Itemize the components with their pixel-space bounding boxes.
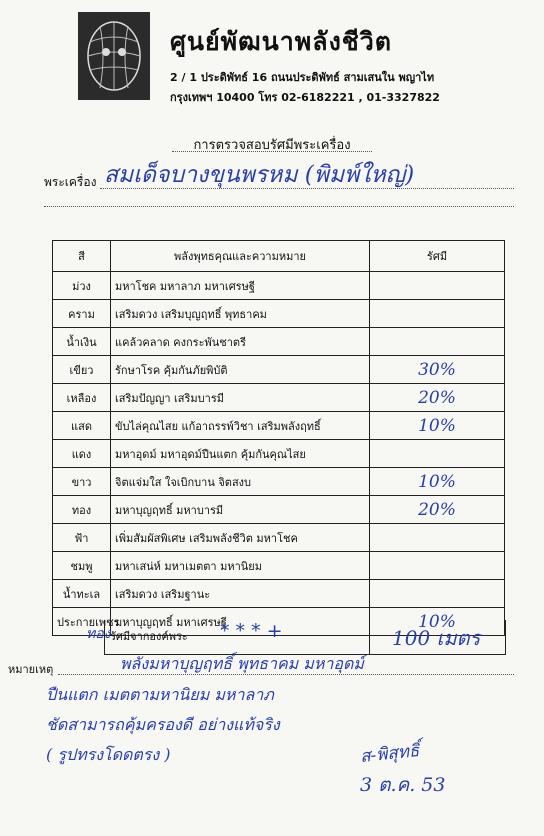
row-meaning: เพิ่มสัมผัสพิเศษ เสริมพลังชีวิต มหาโชค: [111, 524, 370, 552]
table-row: [53, 412, 505, 440]
row-value: [370, 272, 505, 300]
row-value: 10%: [370, 468, 505, 496]
row-color: น้ำทะเล: [53, 580, 111, 608]
table-row: [53, 524, 505, 552]
note-line: พลังมหาบุญฤทธิ์ พุทธาคม มหาอุดม์: [120, 654, 364, 673]
row-meaning: มหาบุญฤทธิ์ มหาบารมี: [111, 496, 370, 524]
table-row: [53, 468, 505, 496]
table-row: [53, 384, 505, 412]
row-meaning: รักษาโรค คุ้มกันภัยพิบัติ: [111, 356, 370, 384]
amulet-dotline: [100, 188, 514, 189]
signature-date: 3 ต.ค. 53: [360, 774, 446, 796]
total-mark: * * * +: [220, 620, 283, 642]
row-color: ม่วง: [53, 272, 111, 300]
row-color: น้ำเงิน: [53, 328, 111, 356]
row-value: 10%: [370, 608, 505, 636]
header-meaning: พลังพุทธคุณและความหมาย: [111, 241, 370, 272]
row-meaning: มหาอุดม์ มหาอุดม์ปืนแตก คุ้มกันคุณไสย: [111, 440, 370, 468]
row-color: ประกายเพชร: [53, 608, 111, 636]
note-line: ( รูปทรงโดดตรง ): [46, 745, 171, 764]
table-row: [53, 272, 505, 300]
row-value: [370, 328, 505, 356]
address-line-2: กรุงเทพฯ 10400 โทร 02-6182221 , 01-3327822: [170, 91, 440, 104]
row-color: ทอง: [53, 496, 111, 524]
row-color: เขียว: [53, 356, 111, 384]
table-row: [53, 552, 505, 580]
row-color: คราม: [53, 300, 111, 328]
row-color: ฟ้า: [53, 524, 111, 552]
table-row: [53, 356, 505, 384]
signature: ส-พิสุทธิ์: [359, 740, 421, 768]
row-value: 10%: [370, 412, 505, 440]
row-color: เหลือง: [53, 384, 111, 412]
table-row: [53, 300, 505, 328]
row-color: แดง: [53, 440, 111, 468]
row-value: [370, 524, 505, 552]
total-value: 100 เมตร: [392, 626, 481, 650]
table-header-row: [53, 241, 505, 272]
table-row: [53, 496, 505, 524]
row-value: [370, 580, 505, 608]
total-prefix: ทอง: [86, 626, 111, 642]
title-underline: [172, 151, 372, 152]
note-line: ปืนแตก เมตตามหานิยม มหาลาภ: [46, 685, 274, 704]
row-value: 20%: [370, 384, 505, 412]
amulet-dotline-2: [44, 206, 514, 207]
row-value: [370, 440, 505, 468]
aura-table: [52, 240, 505, 636]
table-row: [53, 440, 505, 468]
row-value: 30%: [370, 356, 505, 384]
row-meaning: เสริมปัญญา เสริมบารมี: [111, 384, 370, 412]
row-value: [370, 300, 505, 328]
row-meaning: มหาบุญฤทธิ์ มหาเศรษฐี: [111, 608, 370, 636]
header-aura: รัศมี: [370, 241, 505, 272]
row-color: ขาว: [53, 468, 111, 496]
row-color: แสด: [53, 412, 111, 440]
row-meaning: ขับไล่คุณไสย แก้อาถรรพ์วิชา เสริมพลังฤทธิ์: [111, 412, 370, 440]
row-meaning: จิตแจ่มใส ใจเบิกบาน จิตสงบ: [111, 468, 370, 496]
row-value: [370, 552, 505, 580]
row-meaning: มหาโชค มหาลาภ มหาเศรษฐี: [111, 272, 370, 300]
row-meaning: เสริมดวง เสริมบุญฤทธิ์ พุทธาคม: [111, 300, 370, 328]
row-color: ชมพู: [53, 552, 111, 580]
total-divider: [369, 620, 370, 654]
address-line-1: 2 / 1 ประดิพัทธ์ 16 ถนนประดิพัทธ์ สามเสนใน พญาไท: [170, 71, 435, 84]
table-row: [53, 580, 505, 608]
notes-label: หมายเหตุ: [8, 663, 54, 676]
total-label: รัศมีจากองค์พระ: [110, 630, 188, 643]
row-value: 20%: [370, 496, 505, 524]
center-logo: [78, 12, 150, 100]
header-color: สี: [53, 241, 111, 272]
form-title: การตรวจสอบรัศมีพระเครื่อง: [193, 138, 351, 153]
table-row: [53, 328, 505, 356]
note-line: ชัดสามารถคุ้มครองดี อย่างแท้จริง: [46, 715, 280, 734]
amulet-label: พระเครื่อง: [44, 175, 97, 189]
amulet-value: สมเด็จบางขุนพรหม (พิมพ์ใหญ่): [104, 162, 415, 188]
center-name: ศูนย์พัฒนาพลังชีวิต: [170, 27, 393, 56]
row-meaning: มหาเสน่ห์ มหาเมตตา มหานิยม: [111, 552, 370, 580]
row-meaning: เสริมดวง เสริมฐานะ: [111, 580, 370, 608]
letterhead: [78, 12, 528, 107]
row-meaning: แคล้วคลาด คงกระพันชาตรี: [111, 328, 370, 356]
